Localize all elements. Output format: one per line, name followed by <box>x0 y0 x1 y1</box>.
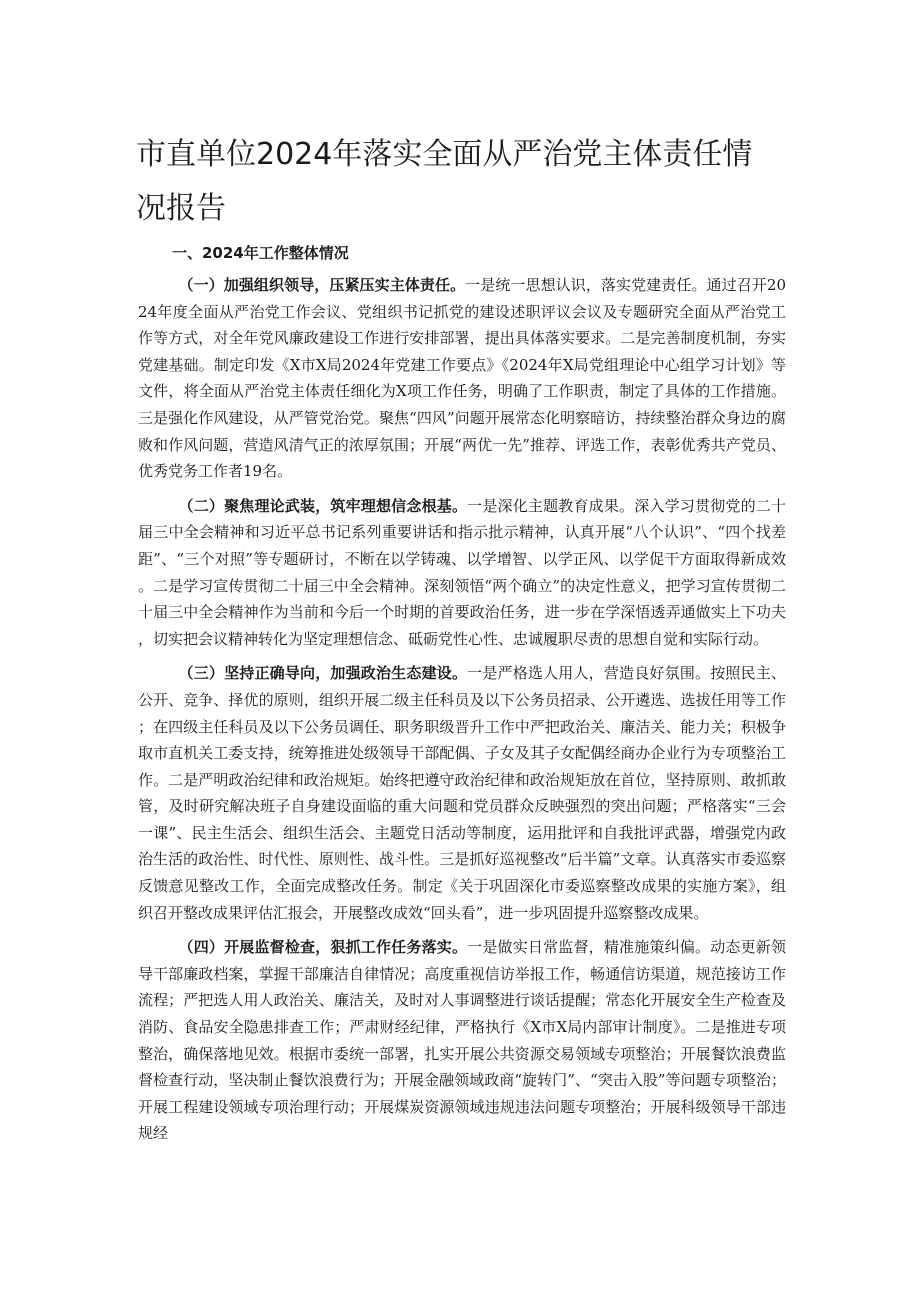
paragraph-text: 一是严格选人用人，营造良好氛围。按照民主、公开、竞争、择优的原则，组织开展二级主任科员及以下公务员招录、公开遴选、选拔任用等工作；在四级主任科员及以下公务员调任、职务职级晋升工作中严把政治关、廉洁关、能力关；积极争取市直机关工委支持，统筹推进处级领导干部配偶、子女及其子女配偶经商办企业行为专项整治工作。二是严明政治纪律和政治规矩。始终把遵守政治纪律和政治规矩放在首位，坚持原则、敢抓敢管，及时研究解决班子自身建设面临的重大问题和党员群众反映强烈的突出问题；严格落实“三会一课”、民主生活会、组织生活会、主题党日活动等制度，运用批评和自我批评武器，增强党内政治生活的政治性、时代性、原则性、战斗性。三是抓好巡视整改“后半篇”文章。认真落实市委巡察反馈意见整改工作，全面完成整改任务。制定《关于巩固深化市委巡察整改成果的实施方案》，组织召开整改成果评估汇报会，开展整改成效“回头看”，进一步巩固提升巡察整改成果。 <box>138 664 786 922</box>
paragraph-4 <box>138 934 786 1147</box>
paragraph-3 <box>138 660 786 926</box>
document-body <box>138 272 786 1155</box>
document-title: 市直单位2024年落实全面从严治党主体责任情况报告 <box>136 137 753 226</box>
paragraph-text: 一是深化主题教育成果。深入学习贯彻党的二十届三中全会精神和习近平总书记系列重要讲话和指示批示精神，认真开展“八个认识”、“四个找差距”、“三个对照”等专题研讨，不断在以学铸魂、以学增智、以学正风、以学促干方面取得新成效。二是学习宣传贯彻二十届三中全会精神。深刻领悟“两个确立”的决定性意义，把学习宣传贯彻二十届三中全会精神作为当前和今后一个时期的首要政治任务，进一步在学深悟透弄通做实上下功夫，切实把会议精神转化为坚定理想信念、砥砺党性心性、忠诚履职尽责的思想自觉和实际行动。 <box>138 496 786 648</box>
section-heading: 一、2024年工作整体情况 <box>172 244 349 262</box>
paragraph-2 <box>138 493 786 653</box>
paragraph-text: 一是统一思想认识，落实党建责任。通过召开2024年度全面从严治党工作会议、党组织书记抓党的建设述职评议会议及专题研究全面从严治党工作等方式，对全年党风廉政建设工作进行安排部署，提出具体落实要求。二是完善制度机制，夯实党建基础。制定印发《X市X局2024年党建工作要点》《2024年X局党组理论中心组学习计划》等文件，将全面从严治党主体责任细化为X项工作任务，明确了工作职责，制定了具体的工作措施。三是强化作风建设，从严管党治党。聚焦“四风”问题开展常态化明察暗访，持续整治群众身边的腐败和作风问题，营造风清气正的浓厚氛围；开展“两优一先”推荐、评选工作，表彰优秀共产党员、优秀党务工作者19名。 <box>138 276 786 481</box>
paragraph-lead: （三）坚持正确导向，加强政治生态建设。 <box>178 664 468 683</box>
paragraph-text: 一是做实日常监督，精准施策纠偏。动态更新领导干部廉政档案，掌握干部廉洁自律情况；高度重视信访举报工作，畅通信访渠道，规范接访工作流程；严把选人用人政治关、廉洁关，及时对人事调整进行谈话提醒；常态化开展安全生产检查及消防、食品安全隐患排查工作；严肃财经纪律，严格执行《X市X局内部审计制度》。二是推进专项整治，确保落地见效。根据市委统一部署，扎实开展公共资源交易领域专项整治；开展餐饮浪费监督检查行动，坚决制止餐饮浪费行为；开展金融领域政商“旋转门”、“突击入股”等问题专项整治；开展工程建设领域专项治理行动；开展煤炭资源领域违规违法问题专项整治；开展科级领导干部违规经 <box>138 938 786 1143</box>
paragraph-lead: （四）开展监督检查，狠抓工作任务落实。 <box>178 938 468 957</box>
paragraph-lead: （二）聚焦理论武装，筑牢理想信念根基。 <box>178 496 468 515</box>
paragraph-1 <box>138 272 786 485</box>
paragraph-lead: （一）加强组织领导，压紧压实主体责任。 <box>178 276 466 294</box>
